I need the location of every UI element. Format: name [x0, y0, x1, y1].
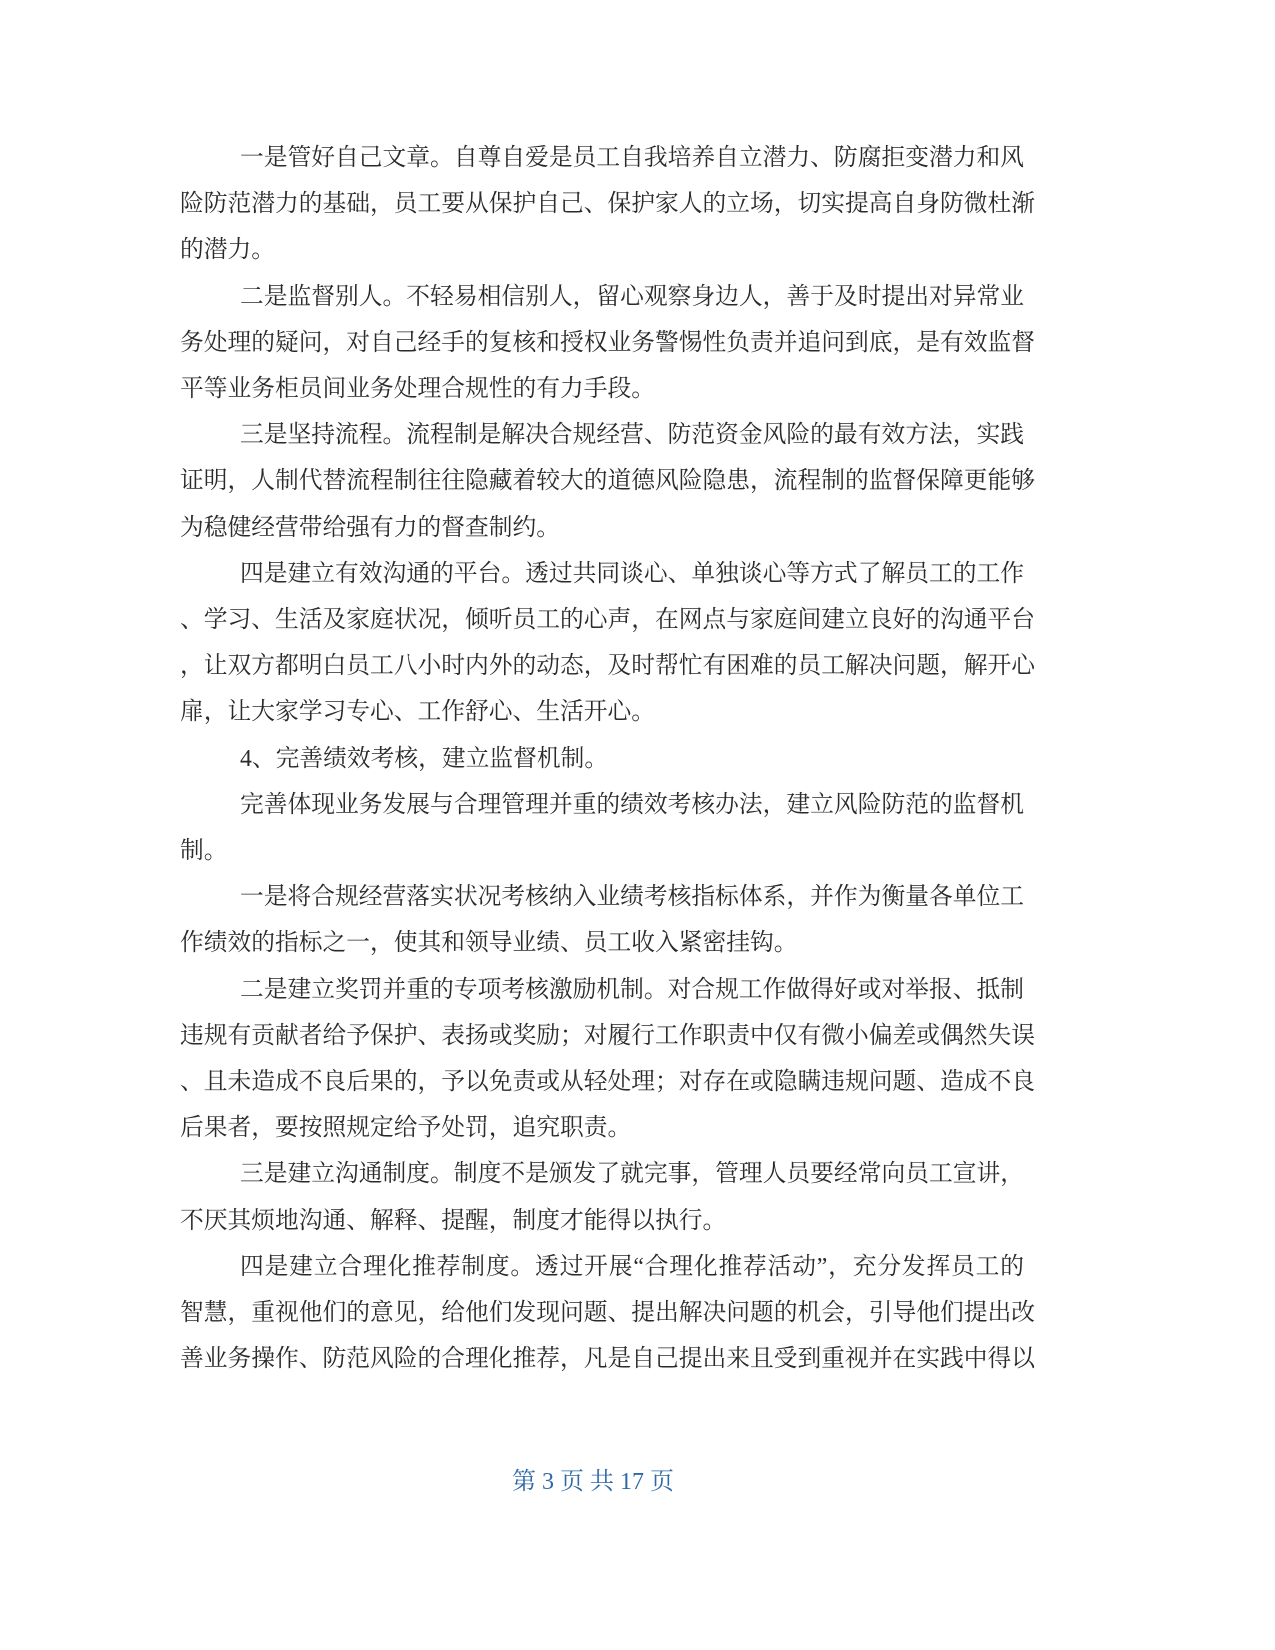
- text-line: 三是坚持流程。流程制是解决合规经营、防范资金风险的最有效方法，实践: [240, 422, 1024, 449]
- text-line: 险防范潜力的基础，员工要从保护自己、保护家人的立场，切实提高自身防微杜渐: [180, 191, 1035, 218]
- text-line: 不厌其烦地沟通、解释、提醒，制度才能得以执行。: [180, 1207, 727, 1234]
- text-line: 善业务操作、防范风险的合理化推荐，凡是自己提出来且受到重视并在实践中得以: [180, 1346, 1035, 1373]
- text-line: 智慧，重视他们的意见，给他们发现问题、提出解决问题的机会，引导他们提出改: [180, 1300, 1035, 1326]
- text-line: 一是管好自己文章。自尊自爱是员工自我培养自立潜力、防腐拒变潜力和风: [240, 145, 1024, 171]
- text-line: 平等业务柜员间业务处理合规性的有力手段。: [180, 376, 656, 402]
- text-line: 的潜力。: [180, 237, 276, 264]
- text-line: 4、完善绩效考核，建立监督机制。: [240, 745, 609, 772]
- text-line: 二是监督别人。不轻易相信别人，留心观察身边人，善于及时提出对异常业: [240, 283, 1024, 310]
- text-line: 、且未造成不良后果的，予以免责或从轻处理；对存在或隐瞒违规问题、造成不良: [180, 1069, 1035, 1095]
- text-line: 违规有贡献者给予保护、表扬或奖励；对履行工作职责中仅有微小偏差或偶然失误: [180, 1022, 1035, 1049]
- page-number-footer: 第 3 页 共 17 页: [512, 1469, 674, 1495]
- text-line: 后果者，要按照规定给予处罚，追究职责。: [180, 1115, 632, 1142]
- text-line: 四是建立有效沟通的平台。透过共同谈心、单独谈心等方式了解员工的工作: [240, 560, 1024, 587]
- text-line: 扉，让大家学习专心、工作舒心、生活开心。: [180, 699, 656, 726]
- text-line: 完善体现业务发展与合理管理并重的绩效考核办法，建立风险防范的监督机: [240, 791, 1024, 818]
- text-line: 四是建立合理化推荐制度。透过开展“合理化推荐活动”，充分发挥员工的: [240, 1253, 1024, 1280]
- text-line: 二是建立奖罚并重的专项考核激励机制。对合规工作做得好或对举报、抵制: [240, 976, 1024, 1003]
- text-line: 一是将合规经营落实状况考核纳入业绩考核指标体系，并作为衡量各单位工: [240, 884, 1024, 911]
- text-line: ，让双方都明白员工八小时内外的动态，及时帮忙有困难的员工解决问题，解开心: [180, 653, 1035, 680]
- text-line: 为稳健经营带给强有力的督查制约。: [180, 514, 561, 541]
- text-line: 制。: [180, 838, 228, 864]
- text-line: 证明，人制代替流程制往往隐藏着较大的道德风险隐患，流程制的监督保障更能够: [180, 468, 1035, 495]
- text-line: 三是建立沟通制度。制度不是颁发了就完事，管理人员要经常向员工宣讲，: [240, 1161, 1024, 1188]
- text-line: 、学习、生活及家庭状况，倾听员工的心声，在网点与家庭间建立良好的沟通平台: [180, 607, 1035, 633]
- text-line: 务处理的疑问，对自己经手的复核和授权业务警惕性负责并追问到底，是有效监督: [180, 329, 1035, 356]
- text-line: 作绩效的指标之一，使其和领导业绩、员工收入紧密挂钩。: [180, 930, 798, 957]
